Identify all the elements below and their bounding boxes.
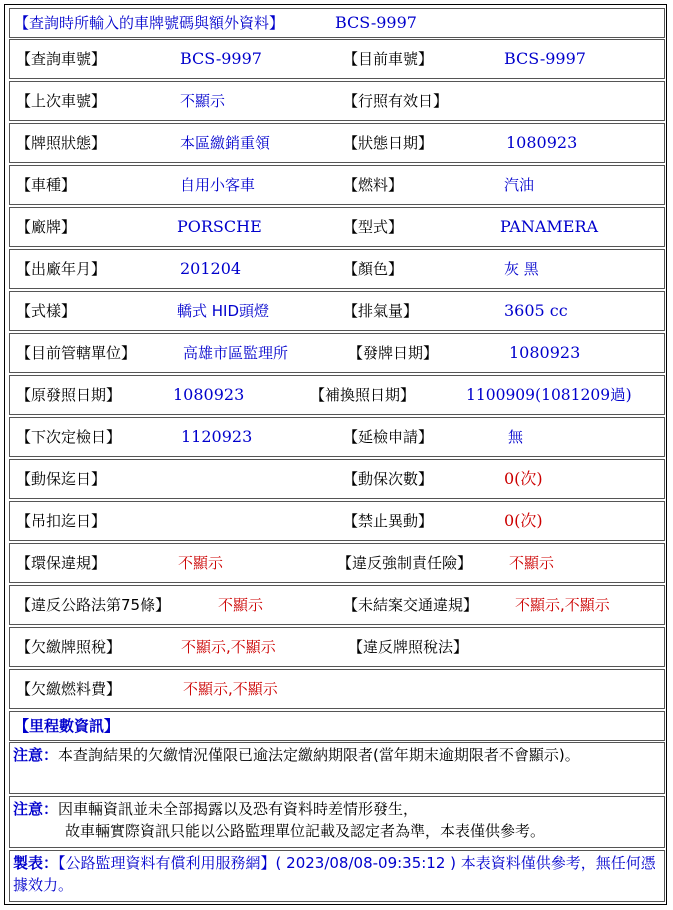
value-body-style: 轎式 HID頭燈 [177,302,270,320]
row-license-tax [9,627,665,667]
value-reissue-date: 1100909(1081209過) [466,386,632,404]
value-previous-plate: 不顯示 [180,92,226,110]
label-status-date: 【狀態日期】 [343,134,434,152]
row-next-inspection [9,417,665,457]
label-displacement: 【排氣量】 [343,302,419,320]
value-inspection-extension: 無 [508,428,524,446]
value-plate-status: 本區繳銷重領 [180,134,271,152]
label-license-valid: 【行照有效日】 [343,92,449,110]
footer-source: 【公路監理資料有償利用服務網】 [58,854,276,872]
value-environmental-violation: 不顯示 [178,554,224,572]
label-jurisdiction: 【目前管轄單位】 [16,344,137,362]
row-jurisdiction [9,333,665,373]
footer-prefix: 製表： [13,854,59,872]
row-previous-plate [9,81,665,121]
row-environmental [9,543,665,583]
note-arrears [9,742,665,794]
value-jurisdiction: 高雄市區監理所 [183,344,289,362]
label-next-inspection: 【下次定檢日】 [16,428,122,446]
value-unsettled-traffic: 不顯示,不顯示 [515,596,610,614]
mileage-label: 【里程數資訊】 [14,717,120,735]
row-highway-act [9,585,665,625]
row-original-license [9,375,665,415]
row-body-style [9,291,665,331]
label-license-tax-violation: 【違反牌照稅法】 [348,638,469,656]
value-unpaid-fuel-fee: 不顯示,不顯示 [183,680,278,698]
label-environmental-violation: 【環保違規】 [16,554,107,572]
value-next-inspection: 1120923 [181,427,253,446]
label-brand: 【廠牌】 [16,218,77,236]
mileage-row [9,711,665,741]
value-original-license-date: 1080923 [173,385,245,404]
value-brand: PORSCHE [177,217,262,236]
label-model: 【型式】 [343,218,404,236]
label-color: 【顏色】 [343,260,404,278]
row-manufacture-date [9,249,665,289]
label-reissue-date: 【補換照日期】 [310,386,416,404]
value-vehicle-type: 自用小客車 [180,176,256,194]
label-manufacture-date: 【出廠年月】 [16,260,107,278]
label-vehicle-type: 【車種】 [16,176,77,194]
note-disclaimer-line1: 因車輛資訊並未全部揭露以及恐有資料時差情形發生， [58,800,419,818]
value-status-date: 1080923 [506,133,578,152]
label-unpaid-license-tax: 【欠繳牌照稅】 [16,638,122,656]
label-query-plate: 【查詢車號】 [16,50,107,68]
value-fuel: 汽油 [504,176,535,194]
label-current-plate: 【目前車號】 [343,50,434,68]
label-issue-date: 【發牌日期】 [348,344,439,362]
row-movable-guarantee [9,459,665,499]
value-manufacture-date: 201204 [180,259,242,278]
note-disclaimer-prefix: 注意： [13,800,59,818]
label-unpaid-fuel-fee: 【欠繳燃料費】 [16,680,122,698]
label-original-license-date: 【原發照日期】 [16,386,122,404]
row-suspension [9,501,665,541]
label-transfer-ban: 【禁止異動】 [343,512,434,530]
note-disclaimer-line2: 故車輛實際資訊只能以公路監理單位記載及認定者為準，本表僅供參考。 [65,822,546,840]
footer-rest: ( 2023/08/08-09:35:12 ) 本表資料僅供參考，無任何憑據效力。 [13,854,656,894]
footer-note [9,850,665,902]
value-displacement: 3605 cc [504,301,568,320]
value-guarantee-count: 0(次) [504,469,543,488]
label-fuel: 【燃料】 [343,176,404,194]
row-query-plate [9,39,665,79]
value-current-plate: BCS-9997 [504,49,586,68]
label-suspension-end: 【吊扣迄日】 [16,512,107,530]
row-brand [9,207,665,247]
note-disclaimer [9,796,665,848]
header-title: 【查詢時所輸入的車牌號碼與額外資料】 [14,14,285,32]
label-highway-act-violation: 【違反公路法第75條】 [16,596,171,614]
label-body-style: 【式樣】 [16,302,77,320]
label-guarantee-count: 【動保次數】 [343,470,434,488]
value-issue-date: 1080923 [509,343,581,362]
note-arrears-text: 本查詢結果的欠繳情況僅限已逾法定繳納期限者(當年期末逾期限者不會顯示)。 [58,746,580,764]
value-unpaid-license-tax: 不顯示,不顯示 [181,638,276,656]
label-inspection-extension: 【延檢申請】 [343,428,434,446]
label-plate-status: 【牌照狀態】 [16,134,107,152]
label-guarantee-end: 【動保迄日】 [16,470,107,488]
row-vehicle-type [9,165,665,205]
value-model: PANAMERA [500,217,599,236]
note-arrears-prefix: 注意： [13,746,59,764]
label-unsettled-traffic: 【未結案交通違規】 [343,596,479,614]
row-plate-status [9,123,665,163]
value-query-plate: BCS-9997 [180,49,262,68]
label-previous-plate: 【上次車號】 [16,92,107,110]
value-transfer-ban: 0(次) [504,511,543,530]
header-row [9,8,665,38]
value-insurance-violation: 不顯示 [509,554,555,572]
row-fuel-fee [9,669,665,709]
value-color: 灰 黑 [504,260,539,278]
header-plate: BCS-9997 [335,13,417,32]
value-highway-act-violation: 不顯示 [218,596,264,614]
label-insurance-violation: 【違反強制責任險】 [337,554,473,572]
